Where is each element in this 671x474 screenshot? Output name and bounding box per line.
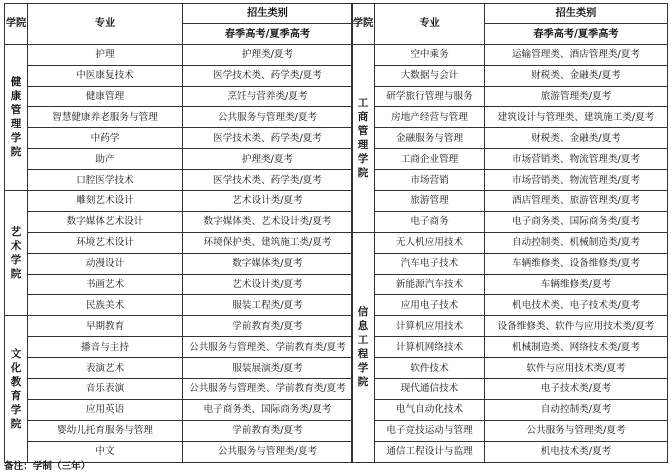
header-row — [5, 4, 353, 24]
table-row — [5, 379, 353, 400]
college-name-char: 息 — [357, 320, 369, 333]
major-cell: 健康管理 — [28, 86, 183, 107]
table-row — [5, 149, 353, 170]
category-cell: 财税类、金融类/夏考 — [485, 128, 668, 149]
header-major: 专业 — [28, 4, 183, 45]
college-name-cell — [5, 316, 28, 462]
category-cell: 设备维修类、软件与应用技术类/夏考 — [485, 316, 668, 337]
major-cell: 播音与主持 — [28, 337, 183, 358]
college-name-char: 理 — [357, 139, 369, 152]
table-row — [5, 128, 353, 149]
table-row — [352, 316, 668, 337]
table-row — [352, 107, 668, 128]
category-cell: 学前教育类/夏考 — [183, 420, 353, 441]
major-cell: 计算机网络技术 — [375, 337, 485, 358]
major-cell: 中文 — [28, 441, 183, 462]
category-cell: 市场营销类、物流管理类/夏考 — [485, 149, 668, 170]
major-cell: 表演艺术 — [28, 358, 183, 379]
category-cell: 护理类/夏考 — [183, 149, 353, 170]
major-cell: 现代通信技术 — [375, 379, 485, 400]
major-cell: 数字媒体艺术设计 — [28, 211, 183, 232]
college-name-char: 学 — [357, 362, 369, 375]
major-cell: 雕刻艺术设计 — [28, 191, 183, 212]
category-cell: 旅游管理类/夏考 — [485, 86, 668, 107]
college-name-char: 工 — [357, 334, 369, 347]
college-name-char: 管 — [357, 125, 369, 138]
category-cell: 电子技术类/夏考 — [485, 379, 668, 400]
admissions-table-right — [351, 3, 668, 463]
major-cell: 旅游管理 — [375, 191, 485, 212]
table-row — [352, 149, 668, 170]
major-cell: 房地产经营与管理 — [375, 107, 485, 128]
major-cell: 工商企业管理 — [375, 149, 485, 170]
college-name-char: 工 — [357, 97, 369, 110]
college-name-char: 信 — [357, 306, 369, 319]
major-cell: 无人机应用技术 — [375, 232, 485, 253]
major-cell: 中药学 — [28, 128, 183, 149]
college-name-char: 院 — [10, 417, 22, 430]
college-name-char: 教 — [10, 375, 22, 388]
major-cell: 新能源汽车技术 — [375, 274, 485, 295]
category-cell: 运输管理类、酒店管理类/夏考 — [485, 44, 668, 65]
major-cell: 音乐表演 — [28, 379, 183, 400]
major-cell: 中医康复技术 — [28, 65, 183, 86]
college-name-char: 学 — [10, 403, 22, 416]
table-row — [5, 191, 353, 212]
category-cell: 机电技术类/夏考 — [485, 441, 668, 462]
category-cell: 医学技术类、药学类/夏考 — [183, 128, 353, 149]
college-name-char: 术 — [10, 240, 22, 253]
category-cell: 服装展演类/夏考 — [183, 358, 353, 379]
footnote: 备注：学制（三年） — [4, 461, 91, 472]
table-row — [352, 86, 668, 107]
category-cell: 医学技术类、药学类/夏考 — [183, 65, 353, 86]
table-row — [5, 295, 353, 316]
table-row — [352, 128, 668, 149]
admissions-table-left — [4, 3, 353, 463]
category-cell: 公共服务与管理类、学前教育类/夏考 — [183, 337, 353, 358]
table-row — [352, 337, 668, 358]
table-row — [5, 232, 353, 253]
table-row — [352, 399, 668, 420]
category-cell: 数字媒体类、艺术设计类/夏考 — [183, 211, 353, 232]
table-row — [5, 316, 353, 337]
college-name-char: 理 — [10, 118, 22, 131]
header-row — [352, 4, 668, 24]
major-cell: 汽车电子技术 — [375, 253, 485, 274]
header-exam-type: 春季高考/夏季高考 — [485, 24, 668, 44]
category-cell: 酒店管理类、旅游管理类/夏考 — [485, 191, 668, 212]
table-row — [352, 379, 668, 400]
major-cell: 电气自动化技术 — [375, 399, 485, 420]
table-row — [5, 274, 353, 295]
table-row — [5, 358, 353, 379]
major-cell: 空中乘务 — [375, 44, 485, 65]
college-name-char: 学 — [357, 153, 369, 166]
category-cell: 公共服务与管理类/夏考 — [183, 107, 353, 128]
table-row — [352, 44, 668, 65]
college-name-char: 文 — [10, 347, 22, 360]
table-row — [5, 107, 353, 128]
category-cell: 自动控制类/夏考 — [485, 399, 668, 420]
table-row — [5, 44, 353, 65]
major-cell: 市场营销 — [375, 170, 485, 191]
table-row — [352, 441, 668, 462]
category-cell: 烹饪与营养类/夏考 — [183, 86, 353, 107]
category-cell: 市场营销类、物流管理类/夏考 — [485, 170, 668, 191]
college-name-char: 学 — [10, 254, 22, 267]
major-cell: 应用电子技术 — [375, 295, 485, 316]
college-name-char: 管 — [10, 104, 22, 117]
table-row — [352, 358, 668, 379]
major-cell: 应用英语 — [28, 399, 183, 420]
category-cell: 数字媒体类/夏考 — [183, 253, 353, 274]
category-cell: 车辆维修类/夏考 — [485, 274, 668, 295]
major-cell: 软件技术 — [375, 358, 485, 379]
table-row — [5, 253, 353, 274]
major-cell: 研学旅行管理与服务 — [375, 86, 485, 107]
college-name-char: 艺 — [10, 226, 22, 239]
major-cell: 婴幼儿托育服务与管理 — [28, 420, 183, 441]
category-cell: 艺术设计类/夏考 — [183, 191, 353, 212]
table-row — [352, 232, 668, 253]
major-cell: 护理 — [28, 44, 183, 65]
table-row — [352, 170, 668, 191]
category-cell: 建筑设计与管理类、建筑施工类/夏考 — [485, 107, 668, 128]
table-row — [5, 399, 353, 420]
college-name-char: 院 — [357, 167, 369, 180]
major-cell: 环境艺术设计 — [28, 232, 183, 253]
major-cell: 通信工程设计与监理 — [375, 441, 485, 462]
header-major: 专业 — [375, 4, 485, 45]
category-cell: 医学技术类、药学类/夏考 — [183, 170, 353, 191]
college-name-char: 院 — [10, 268, 22, 281]
category-cell: 环境保护类、建筑施工类/夏考 — [183, 232, 353, 253]
category-cell: 财税类、金融类/夏考 — [485, 65, 668, 86]
category-cell: 软件与应用技术类/夏考 — [485, 358, 668, 379]
table-row — [352, 253, 668, 274]
major-cell: 助产 — [28, 149, 183, 170]
table-row — [5, 170, 353, 191]
category-cell: 自动控制类、机械制造类/夏考 — [485, 232, 668, 253]
table-row — [352, 274, 668, 295]
major-cell: 大数据与会计 — [375, 65, 485, 86]
college-name-cell — [5, 44, 28, 190]
major-cell: 民族美术 — [28, 295, 183, 316]
category-cell: 护理类/夏考 — [183, 44, 353, 65]
category-cell: 服装工程类/夏考 — [183, 295, 353, 316]
college-name-char: 商 — [357, 111, 369, 124]
header-exam-type: 春季高考/夏季高考 — [183, 24, 353, 44]
header-college: 学院 — [352, 4, 375, 45]
table-row — [352, 65, 668, 86]
table-row — [5, 420, 353, 441]
college-name-char: 育 — [10, 389, 22, 402]
college-name-char: 院 — [357, 376, 369, 389]
table-row — [5, 65, 353, 86]
table-row — [352, 295, 668, 316]
college-name-char: 健 — [10, 76, 22, 89]
table-row — [5, 86, 353, 107]
category-cell: 学前教育类/夏考 — [183, 316, 353, 337]
major-cell: 动漫设计 — [28, 253, 183, 274]
table-row — [352, 211, 668, 232]
header-college: 学院 — [5, 4, 28, 45]
college-name-char: 学 — [10, 132, 22, 145]
major-cell: 电子商务 — [375, 211, 485, 232]
table-row — [352, 420, 668, 441]
category-cell: 公共服务与管理类/夏考 — [183, 441, 353, 462]
college-name-cell — [5, 191, 28, 316]
category-cell: 车辆维修类、设备维修类/夏考 — [485, 253, 668, 274]
category-cell: 机电技术类、电子技术类/夏考 — [485, 295, 668, 316]
header-category: 招生类别 — [485, 4, 668, 24]
college-name-char: 化 — [10, 361, 22, 374]
category-cell: 艺术设计类/夏考 — [183, 274, 353, 295]
table-row — [352, 191, 668, 212]
college-name-char: 院 — [10, 146, 22, 159]
table-row — [5, 337, 353, 358]
table-row — [5, 211, 353, 232]
category-cell: 公共服务与管理类/夏考 — [485, 420, 668, 441]
major-cell: 计算机应用技术 — [375, 316, 485, 337]
major-cell: 书画艺术 — [28, 274, 183, 295]
college-name-char: 程 — [357, 348, 369, 361]
category-cell: 电子商务类、国际商务类/夏考 — [183, 399, 353, 420]
header-category: 招生类别 — [183, 4, 353, 24]
major-cell: 口腔医学技术 — [28, 170, 183, 191]
category-cell: 电子商务类、国际商务类/夏考 — [485, 211, 668, 232]
college-name-char: 康 — [10, 90, 22, 103]
major-cell: 早期教育 — [28, 316, 183, 337]
major-cell: 金融服务与管理 — [375, 128, 485, 149]
college-name-cell — [352, 232, 375, 462]
category-cell: 机械制造类、网络技术类/夏考 — [485, 337, 668, 358]
major-cell: 电子竞技运动与管理 — [375, 420, 485, 441]
category-cell: 公共服务与管理类、学前教育类/夏考 — [183, 379, 353, 400]
college-name-cell — [352, 44, 375, 232]
major-cell: 智慧健康养老服务与管理 — [28, 107, 183, 128]
